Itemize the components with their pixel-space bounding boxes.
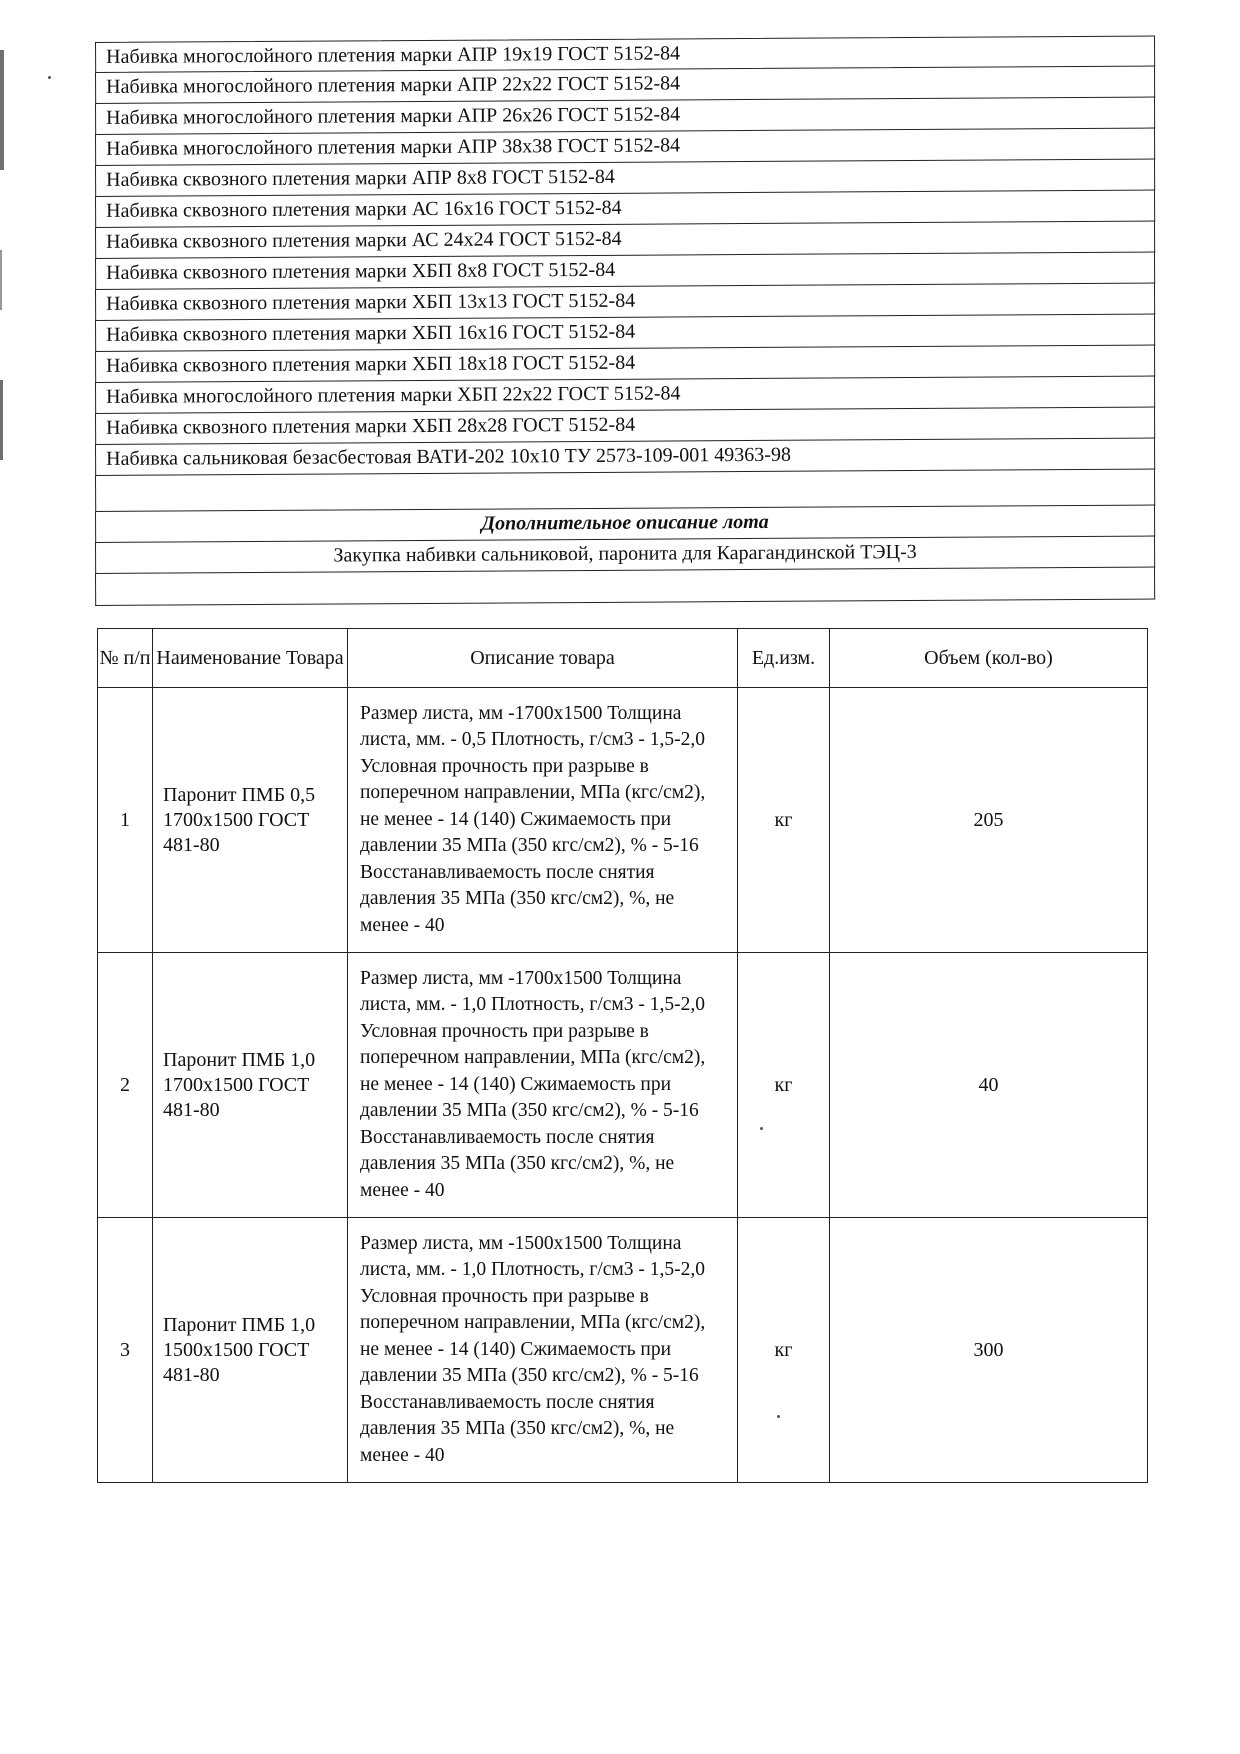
row-quantity: 300 (830, 1218, 1148, 1483)
list-item: Набивка сквозного плетения марки АС 16х16 ГОСТ 5152-84 (95, 191, 1155, 228)
header-num: № п/п (98, 629, 153, 688)
row-quantity: 205 (830, 688, 1148, 953)
list-item: Набивка сквозного плетения марки ХБП 18х18 ГОСТ 5152-84 (95, 346, 1155, 383)
list-item: Набивка многослойного плетения марки АПР 19х19 ГОСТ 5152-84 (95, 36, 1155, 73)
packing-list (95, 42, 1155, 606)
lot-description: Закупка набивки сальниковой, паронита для Карагандинской ТЭЦ-3 (95, 537, 1155, 574)
lot-heading: Дополнительное описание лота (95, 506, 1155, 543)
row-name: Паронит ПМБ 0,5 1700х1500 ГОСТ 481-80 (153, 688, 348, 953)
list-item: Набивка сквозного плетения марки АПР 8х8 ГОСТ 5152-84 (95, 160, 1155, 197)
row-name: Паронит ПМБ 1,0 1700х1500 ГОСТ 481-80 (153, 953, 348, 1218)
header-quantity: Объем (кол-во) (830, 629, 1148, 688)
row-unit: кг (738, 688, 830, 953)
scan-edge-mark (0, 380, 3, 460)
table-header-row (98, 629, 1148, 688)
list-item: Набивка сальниковая безасбестовая ВАТИ-202 10х10 ТУ 2573-109-001 49363-98 (95, 439, 1155, 476)
header-name: Наименование Товара (153, 629, 348, 688)
row-num: 3 (98, 1218, 153, 1483)
row-description: Размер листа, мм -1700х1500 Толщина листа, мм. - 0,5 Плотность, г/см3 - 1,5-2,0 Условная прочность при разрыве в поперечном направлении, МПа (кгс/см2), не менее - 14 (140) Сжимаемость при давлении 35 МПа (350 кгс/см2), % - 5-16 Восстанавливаемость после снятия давления 35 МПа (350 кгс/см2), %, не менее - 40 (348, 688, 738, 953)
row-num: 1 (98, 688, 153, 953)
list-item: Набивка сквозного плетения марки ХБП 8х8 ГОСТ 5152-84 (95, 253, 1155, 290)
scan-dot (48, 76, 51, 79)
list-item: Набивка многослойного плетения марки ХБП 22х22 ГОСТ 5152-84 (95, 377, 1155, 414)
row-unit: кг (738, 953, 830, 1218)
table-row (98, 1218, 1148, 1483)
list-item: Набивка сквозного плетения марки ХБП 28х28 ГОСТ 5152-84 (95, 408, 1155, 445)
list-item: Набивка сквозного плетения марки ХБП 13х13 ГОСТ 5152-84 (95, 284, 1155, 321)
row-description: Размер листа, мм -1700х1500 Толщина листа, мм. - 1,0 Плотность, г/см3 - 1,5-2,0 Условная прочность при разрыве в поперечном направлении, МПа (кгс/см2), не менее - 14 (140) Сжимаемость при давлении 35 МПа (350 кгс/см2), % - 5-16 Восстанавливаемость после снятия давления 35 МПа (350 кгс/см2), %, не менее - 40 (348, 953, 738, 1218)
list-item: Набивка сквозного плетения марки АС 24х24 ГОСТ 5152-84 (95, 222, 1155, 259)
table-row (98, 953, 1148, 1218)
row-description: Размер листа, мм -1500х1500 Толщина листа, мм. - 1,0 Плотность, г/см3 - 1,5-2,0 Условная прочность при разрыве в поперечном направлении, МПа (кгс/см2), не менее - 14 (140) Сжимаемость при давлении 35 МПа (350 кгс/см2), % - 5-16 Восстанавливаемость после снятия давления 35 МПа (350 кгс/см2), %, не менее - 40 (348, 1218, 738, 1483)
empty-row (95, 568, 1155, 606)
list-item: Набивка многослойного плетения марки АПР 22х22 ГОСТ 5152-84 (95, 67, 1155, 104)
list-item: Набивка многослойного плетения марки АПР 38х38 ГОСТ 5152-84 (95, 129, 1155, 166)
list-item: Набивка сквозного плетения марки ХБП 16х16 ГОСТ 5152-84 (95, 315, 1155, 352)
row-quantity: 40 (830, 953, 1148, 1218)
header-unit: Ед.изм. (738, 629, 830, 688)
row-name: Паронит ПМБ 1,0 1500х1500 ГОСТ 481-80 (153, 1218, 348, 1483)
list-item: Набивка многослойного плетения марки АПР 26х26 ГОСТ 5152-84 (95, 98, 1155, 135)
scan-edge-mark (0, 50, 4, 170)
goods-table (97, 628, 1148, 1483)
row-unit: кг (738, 1218, 830, 1483)
row-num: 2 (98, 953, 153, 1218)
table-row (98, 688, 1148, 953)
header-description: Описание товара (348, 629, 738, 688)
scan-edge-mark (0, 250, 2, 310)
